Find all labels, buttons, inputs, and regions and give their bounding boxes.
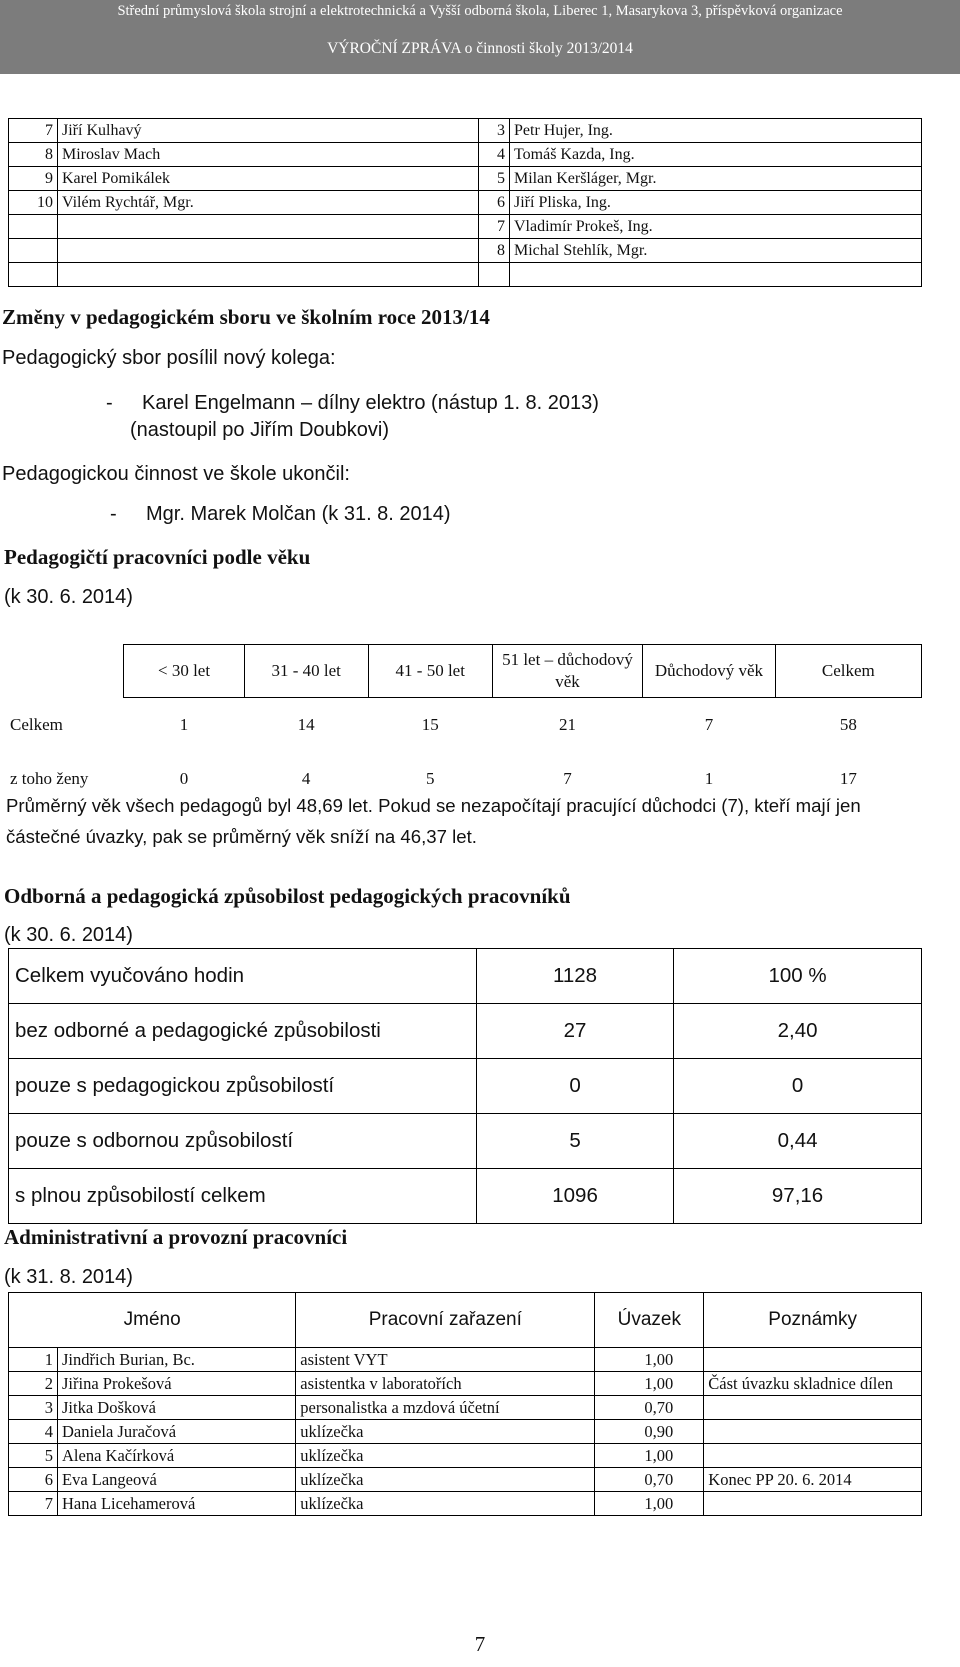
- page-number: 7: [474, 1632, 486, 1656]
- qualification-heading: Odborná a pedagogická způsobilost pedagogických pracovníků: [4, 884, 571, 908]
- report-title: VÝROČNÍ ZPRÁVA o činnosti školy 2013/2014: [327, 40, 633, 57]
- left-intro: Pedagogickou činnost ve škole ukončil:: [2, 463, 350, 485]
- row-label: Celkem: [10, 714, 63, 734]
- qualification-table: [8, 948, 922, 1224]
- employee-role: personalistka a mzdová účetní: [296, 1396, 595, 1420]
- row-number: 8: [9, 143, 58, 167]
- employee-note: [704, 1492, 922, 1516]
- table-row: [9, 1169, 922, 1224]
- ages-corner: [8, 645, 124, 698]
- age-column-header: Důchodový věk: [643, 645, 776, 698]
- age-count: 14: [297, 715, 315, 734]
- age-count: 15: [421, 715, 439, 734]
- employee-note: [704, 1420, 922, 1444]
- qualification-label: Celkem vyučováno hodin: [9, 949, 477, 1004]
- page-header: [0, 0, 960, 74]
- table-row: [9, 215, 922, 239]
- age-column-header: Celkem: [775, 645, 921, 698]
- teachers-table: [8, 118, 922, 287]
- age-count: 17: [839, 769, 857, 788]
- employee-role: asistentka v laboratořích: [296, 1372, 595, 1396]
- age-column-header: 41 - 50 let: [368, 645, 492, 698]
- row-number: [9, 263, 58, 287]
- percent-value: 0: [674, 1059, 922, 1114]
- teacher-name: Milan Keršláger, Mgr.: [510, 167, 922, 191]
- row-number: 10: [9, 191, 58, 215]
- percent-value: 0,44: [674, 1114, 922, 1169]
- employee-note: [704, 1396, 922, 1420]
- row-number: 6: [9, 1468, 58, 1492]
- row-number: 1: [9, 1348, 58, 1372]
- ages-table: [8, 644, 922, 806]
- teacher-name: Jiří Kulhavý: [58, 119, 479, 143]
- table-row: [9, 263, 922, 287]
- employee-role: uklízečka: [296, 1468, 595, 1492]
- admin-heading: Administrativní a provozní pracovníci: [4, 1225, 348, 1249]
- row-number: 7: [9, 1492, 58, 1516]
- row-number: 5: [9, 1444, 58, 1468]
- teacher-name: Michal Stehlík, Mgr.: [510, 239, 922, 263]
- age-count: 58: [839, 715, 857, 734]
- header-load: Úvazek: [595, 1293, 704, 1348]
- row-number: 3: [9, 1396, 58, 1420]
- age-count: 7: [563, 769, 572, 788]
- table-row: [9, 1372, 922, 1396]
- row-number: 4: [479, 143, 510, 167]
- table-row: [9, 1059, 922, 1114]
- employee-role: uklízečka: [296, 1420, 595, 1444]
- joined-dash: -: [106, 392, 113, 414]
- admin-date: (k 31. 8. 2014): [4, 1266, 133, 1288]
- teacher-name: Vilém Rychtář, Mgr.: [58, 191, 479, 215]
- row-number: 9: [9, 167, 58, 191]
- employee-name: Jindřich Burian, Bc.: [58, 1348, 296, 1372]
- teacher-name: Miroslav Mach: [58, 143, 479, 167]
- row-number: [9, 239, 58, 263]
- teacher-name: Karel Pomikálek: [58, 167, 479, 191]
- table-row: [9, 1004, 922, 1059]
- employee-role: uklízečka: [296, 1444, 595, 1468]
- teacher-name: [510, 263, 922, 287]
- row-number: 6: [479, 191, 510, 215]
- employee-name: Eva Langeová: [58, 1468, 296, 1492]
- table-header-row: [9, 1293, 922, 1348]
- percent-value: 100 %: [674, 949, 922, 1004]
- header-role: Pracovní zařazení: [296, 1293, 595, 1348]
- employee-name: Jiřina Prokešová: [58, 1372, 296, 1396]
- employee-name: Jitka Došková: [58, 1396, 296, 1420]
- admin-table: [8, 1292, 922, 1516]
- employee-note: [704, 1348, 922, 1372]
- employee-load: 0,70: [595, 1396, 704, 1420]
- teacher-name: [58, 239, 479, 263]
- joined-item: Karel Engelmann – dílny elektro (nástup 1. 8. 2013): [142, 392, 599, 414]
- employee-note: Konec PP 20. 6. 2014: [704, 1468, 922, 1492]
- teacher-name: Tomáš Kazda, Ing.: [510, 143, 922, 167]
- table-row: [9, 1468, 922, 1492]
- row-number: [9, 215, 58, 239]
- teacher-name: Vladimír Prokeš, Ing.: [510, 215, 922, 239]
- employee-name: Daniela Juračová: [58, 1420, 296, 1444]
- table-row: [9, 167, 922, 191]
- employee-load: 1,00: [595, 1444, 704, 1468]
- joined-note: (nastoupil po Jiřím Doubkovi): [130, 419, 389, 441]
- employee-name: Alena Kačírková: [58, 1444, 296, 1468]
- organization-name: Střední průmyslová škola strojní a elektrotechnická a Vyšší odborná škola, Liberec 1, Masarykova 3, příspěvková organizace: [117, 3, 843, 19]
- row-number: 3: [479, 119, 510, 143]
- table-row: [9, 239, 922, 263]
- employee-name: Hana Licehamerová: [58, 1492, 296, 1516]
- employee-load: 0,70: [595, 1468, 704, 1492]
- teacher-name: Petr Hujer, Ing.: [510, 119, 922, 143]
- qualification-label: bez odborné a pedagogické způsobilosti: [9, 1004, 477, 1059]
- teacher-name: [58, 263, 479, 287]
- employee-load: 1,00: [595, 1348, 704, 1372]
- teacher-name: [58, 215, 479, 239]
- employee-note: Část úvazku skladnice dílen: [704, 1372, 922, 1396]
- employee-load: 0,90: [595, 1420, 704, 1444]
- hours-value: 27: [477, 1004, 674, 1059]
- changes-heading: Změny v pedagogickém sboru ve školním roce 2013/14: [2, 305, 490, 329]
- average-age-note: Průměrný věk všech pedagogů byl 48,69 let. Pokud se nezapočítají pracující důchodci (7), kteří mají jen částečné úvazky, pak se průměrný věk sníží na 46,37 let.: [6, 795, 861, 847]
- row-number: 7: [9, 119, 58, 143]
- hours-value: 5: [477, 1114, 674, 1169]
- row-number: 8: [479, 239, 510, 263]
- age-count: 0: [179, 769, 189, 788]
- hours-value: 0: [477, 1059, 674, 1114]
- age-count: 5: [426, 769, 435, 788]
- row-number: 4: [9, 1420, 58, 1444]
- table-row: [9, 1492, 922, 1516]
- row-label: z toho ženy: [10, 769, 89, 788]
- left-dash: -: [110, 503, 117, 525]
- teacher-name: Jiří Pliska, Ing.: [510, 191, 922, 215]
- table-row: [9, 191, 922, 215]
- employee-note: [704, 1444, 922, 1468]
- table-row: [9, 119, 922, 143]
- joined-intro: Pedagogický sbor posílil nový kolega:: [2, 347, 336, 369]
- table-row: [8, 698, 922, 753]
- header-notes: Poznámky: [704, 1293, 922, 1348]
- table-row: [9, 1348, 922, 1372]
- left-item: Mgr. Marek Molčan (k 31. 8. 2014): [146, 503, 451, 525]
- table-row: [9, 143, 922, 167]
- age-count: 4: [301, 769, 311, 788]
- ages-date: (k 30. 6. 2014): [4, 586, 133, 608]
- row-number: 5: [479, 167, 510, 191]
- qualification-label: pouze s odbornou způsobilostí: [9, 1114, 477, 1169]
- table-row: [9, 1420, 922, 1444]
- age-column-header: 51 let – důchodový věk: [492, 645, 642, 698]
- table-row: [9, 1444, 922, 1468]
- percent-value: 2,40: [674, 1004, 922, 1059]
- qualification-label: pouze s pedagogickou způsobilostí: [9, 1059, 477, 1114]
- qualification-date: (k 30. 6. 2014): [4, 924, 133, 946]
- employee-load: 1,00: [595, 1372, 704, 1396]
- row-number: [479, 263, 510, 287]
- age-count: 1: [179, 715, 189, 734]
- age-column-header: < 30 let: [124, 645, 244, 698]
- age-count: 1: [704, 769, 714, 788]
- employee-role: uklízečka: [296, 1492, 595, 1516]
- hours-value: 1096: [477, 1169, 674, 1224]
- age-count: 7: [704, 715, 714, 734]
- qualification-label: s plnou způsobilostí celkem: [9, 1169, 477, 1224]
- header-name: Jméno: [9, 1293, 296, 1348]
- employee-load: 1,00: [595, 1492, 704, 1516]
- hours-value: 1128: [477, 949, 674, 1004]
- age-column-header: 31 - 40 let: [244, 645, 368, 698]
- row-number: 2: [9, 1372, 58, 1396]
- table-row: [9, 1396, 922, 1420]
- age-count: 21: [558, 715, 576, 734]
- table-row: [9, 949, 922, 1004]
- employee-role: asistent VYT: [296, 1348, 595, 1372]
- row-number: 7: [479, 215, 510, 239]
- percent-value: 97,16: [674, 1169, 922, 1224]
- ages-heading: Pedagogičtí pracovníci podle věku: [4, 545, 311, 569]
- table-row: [9, 1114, 922, 1169]
